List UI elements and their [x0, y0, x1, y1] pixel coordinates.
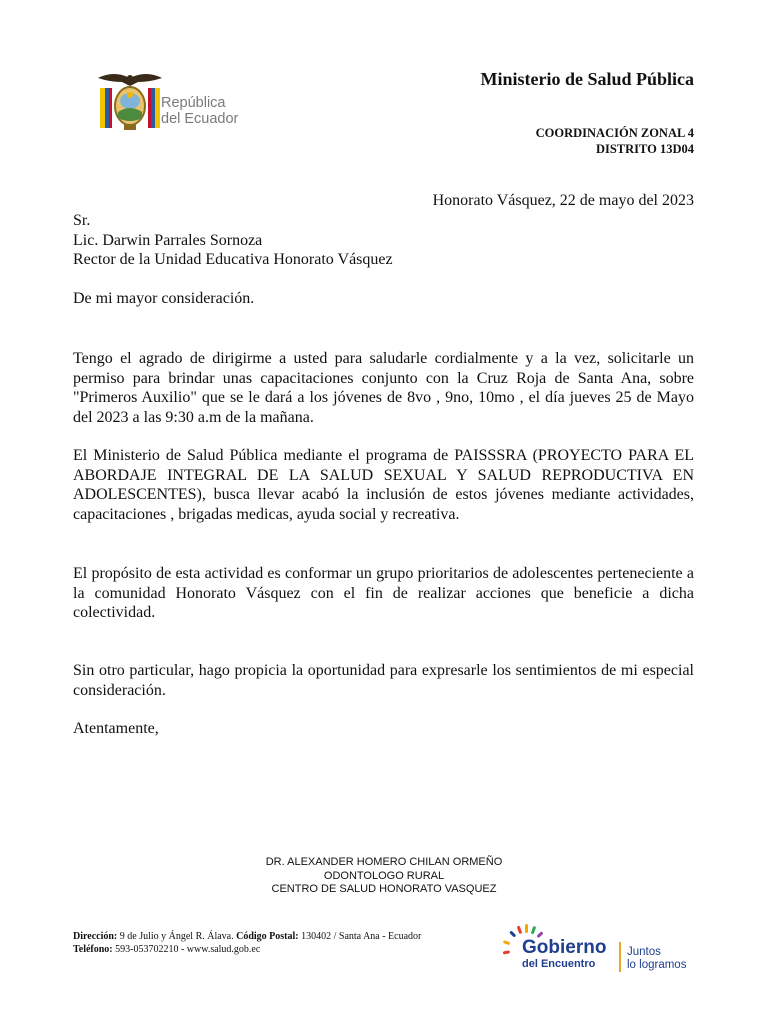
footer-contact [73, 931, 421, 956]
postal-label: Código Postal: [236, 931, 299, 942]
addressee-block [73, 211, 393, 270]
coordination-label: COORDINACIÓN ZONAL 4 [535, 126, 694, 140]
brand-tagline [627, 946, 686, 972]
addressee-name: Lic. Darwin Parrales Sornoza [73, 231, 263, 249]
postal-value: 130402 / Santa Ana - Ecuador [301, 931, 422, 942]
office-heading [536, 125, 694, 157]
letter-closing: Atentamente, [73, 720, 159, 737]
signer-institution: CENTRO DE SALUD HONORATO VASQUEZ [271, 883, 497, 895]
ministry-title: Ministerio de Salud Pública [480, 69, 694, 89]
footer-address-line [73, 931, 421, 944]
paragraph-program: El Ministerio de Salud Pública mediante el programa de PAISSSRA (PROYECTO PARA EL ABORDAJE INTEGRAL DE LA SALUD SEXUAL Y SALUD REPRODUCTIVA EN ADOLESCENTES), busca llevar acabó la inclusión de estos jóvenes mediante actividades, capacitaciones , brigadas medicas, ayuda social y recreativa. [73, 447, 694, 523]
brand-divider [619, 942, 621, 972]
addressee-salutation: Sr. [73, 212, 91, 229]
tagline-line2: lo logramos [627, 959, 687, 971]
logo-text-line1: República [161, 95, 226, 111]
phone-value: 593-053702210 - www.salud.gob.ec [115, 943, 261, 955]
brand-word: Gobierno [522, 937, 607, 958]
paragraph-farewell: Sin otro particular, hago propicia la oportunidad para expresarle los sentimientos de mi especial consideración. [73, 662, 694, 699]
address-value: 9 de Julio y Ángel R. Álava. [119, 931, 234, 942]
paragraph-request: Tengo el agrado de dirigirme a usted para saludarle cordialmente y a la vez, solicitarle un permiso para brindar unas capacitaciones conjunto con la Cruz Roja de Santa Ana, sobre "Primeros Auxilio" que se le dará a los jóvenes de 8vo , 9no, 10mo , el día jueves 25 de Mayo del 2023 a las 9:30 a.m de la mañana. [73, 350, 694, 426]
ecuador-coat-of-arms-icon [94, 68, 166, 140]
address-label: Dirección: [73, 931, 118, 942]
signer-title: ODONTOLOGO RURAL [323, 869, 445, 882]
tagline-line1: Juntos [627, 946, 661, 958]
letter-date: Honorato Vásquez, 22 de mayo del 2023 [432, 192, 694, 209]
paragraph-purpose: El propósito de esta actividad es conformar un grupo prioritarios de adolescentes perteneciente a la comunidad Honorato Vásquez con el fin de realizar acciones que beneficie a dicha colectividad. [73, 565, 694, 621]
phone-label: Teléfono: [73, 943, 113, 955]
signature-block [0, 856, 768, 897]
district-label: DISTRITO 13D04 [595, 142, 694, 156]
brand-sub: del Encuentro [522, 958, 596, 970]
footer-phone-line [73, 944, 421, 957]
logo-text [161, 95, 238, 127]
letter-greeting: De mi mayor consideración. [73, 290, 255, 307]
logo-text-line2: del Ecuador [161, 111, 239, 127]
signer-name: DR. ALEXANDER HOMERO CHILAN ORMEÑO [265, 856, 503, 868]
addressee-position: Rector de la Unidad Educativa Honorato Vásquez [73, 251, 393, 268]
